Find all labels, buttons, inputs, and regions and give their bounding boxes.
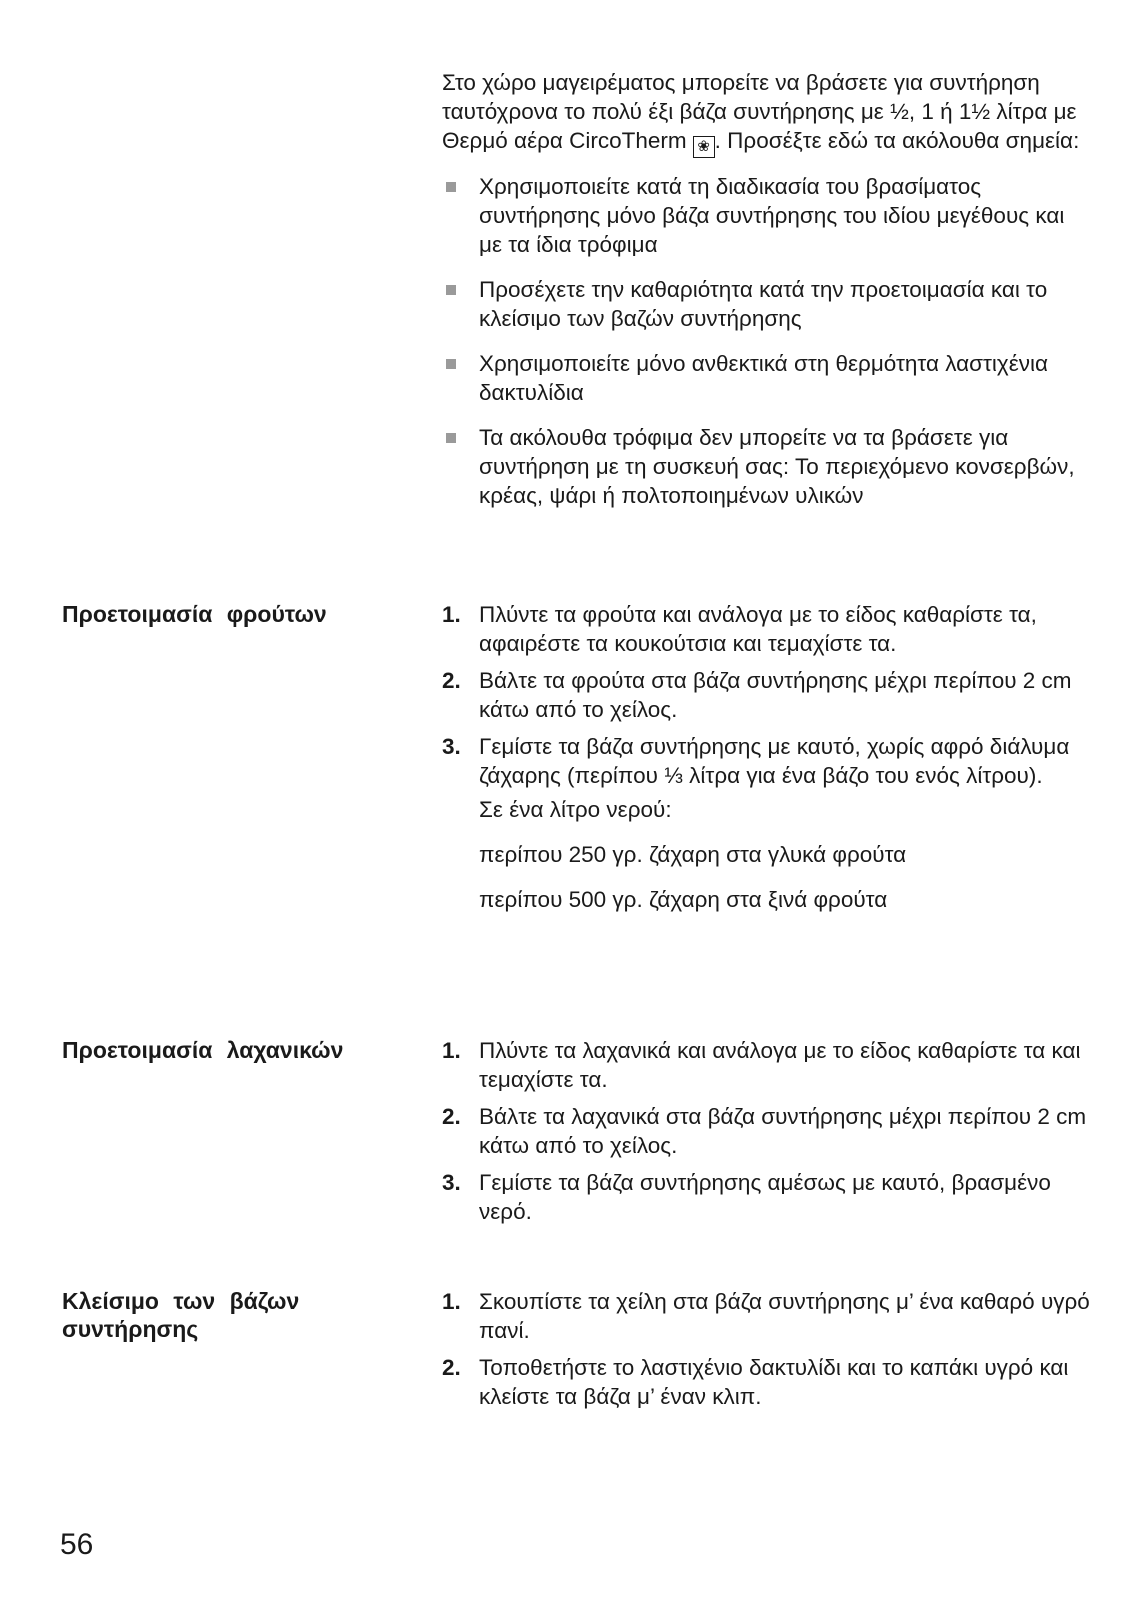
intro-paragraph [442, 68, 1082, 158]
bullet-text: Τα ακόλουθα τρόφιμα δεν μπορείτε να τα βράσετε για συντήρηση με τη συσκευή σας: Το περιεχόμενο κονσερβών, κρέας, ψάρι ή πολτοποιημένων υλικών [479, 425, 1075, 508]
list-item [442, 1287, 1092, 1345]
step-text: Γεμίστε τα βάζα συντήρησης αμέσως με καυτό, βρασμένο νερό. [479, 1170, 1051, 1224]
list-item [442, 1036, 1092, 1094]
list-item [442, 349, 1082, 407]
step-number: 3. [442, 1170, 461, 1195]
fruits-steps [442, 600, 1092, 922]
step-text: Σκουπίστε τα χείλη στα βάζα συντήρησης μ’ ένα καθαρό υγρό πανί. [479, 1289, 1090, 1343]
fan-icon: ❀ [693, 136, 715, 158]
step-text: Πλύντε τα φρούτα και ανάλογα με το είδος καθαρίστε τα, αφαιρέστε τα κουκούτσια και τεμαχίστε τα. [479, 602, 1037, 656]
vegetables-heading: Προετοιμασία λαχανικών [62, 1037, 344, 1063]
intro-bullet-list [442, 172, 1082, 510]
list-item [442, 1353, 1092, 1411]
step-text: Γεμίστε τα βάζα συντήρησης με καυτό, χωρίς αφρό διάλυμα ζάχαρης (περίπου ⅓ λίτρα για ένα βάζο του ενός λίτρου). [479, 734, 1070, 788]
list-item [442, 172, 1082, 259]
list-item [442, 423, 1082, 510]
step-text: Τοποθετήστε το λαστιχένιο δακτυλίδι και το καπάκι υγρό και κλείστε τα βάζα μ’ έναν κλιπ. [479, 1355, 1069, 1409]
fruits-heading: Προετοιμασία φρούτων [62, 601, 327, 627]
bullet-text: Προσέχετε την καθαριότητα κατά την προετοιμασία και το κλείσιμο των βαζών συντήρησης [479, 277, 1048, 331]
closing-heading: Κλείσιμο των βάζων συντήρησης [62, 1288, 300, 1342]
step-number: 2. [442, 668, 461, 693]
bullet-text: Χρησιμοποιείτε κατά τη διαδικασία του βρασίματος συντήρησης μόνο βάζα συντήρησης του ιδίου μεγέθους και με τα ίδια τρόφιμα [479, 174, 1065, 257]
list-item [442, 600, 1092, 658]
list-item [442, 275, 1082, 333]
page-number: 56 [60, 1528, 94, 1561]
bullet-text: Χρησιμοποιείτε μόνο ανθεκτικά στη θερμότητα λαστιχένια δακτυλίδια [479, 351, 1049, 405]
step-number: 1. [442, 1289, 461, 1314]
intro-text-b: . Προσέξτε εδώ τα ακόλουθα σημεία: [714, 128, 1080, 153]
list-item [442, 732, 1092, 914]
bullet-square-icon [446, 182, 456, 192]
intro-text-a: Στο χώρο μαγειρέματος μπορείτε να βράσετε για συντήρηση ταυτόχρονα το πολύ έξι βάζα συντήρησης με ½, 1 ή 1½ λίτρα με Θερμό αέρα CircoTherm [442, 70, 1077, 153]
bullet-square-icon [446, 433, 456, 443]
list-item [442, 1102, 1092, 1160]
step-number: 2. [442, 1355, 461, 1380]
water-note: Σε ένα λίτρο νερού: [479, 797, 672, 822]
list-item [442, 1168, 1092, 1226]
closing-steps [442, 1287, 1092, 1419]
step-number: 1. [442, 1038, 461, 1063]
step-text: Βάλτε τα λαχανικά στα βάζα συντήρησης μέχρι περίπου 2 cm κάτω από το χείλος. [479, 1104, 1087, 1158]
bullet-square-icon [446, 285, 456, 295]
step-number: 3. [442, 734, 461, 759]
intro-section [442, 68, 1082, 526]
sugar-sour-note: περίπου 500 γρ. ζάχαρη στα ξινά φρούτα [479, 887, 888, 912]
step-text: Βάλτε τα φρούτα στα βάζα συντήρησης μέχρι περίπου 2 cm κάτω από το χείλος. [479, 668, 1072, 722]
step-number: 1. [442, 602, 461, 627]
bullet-square-icon [446, 359, 456, 369]
step-number: 2. [442, 1104, 461, 1129]
list-item [442, 666, 1092, 724]
vegetables-steps [442, 1036, 1092, 1234]
sugar-sweet-note: περίπου 250 γρ. ζάχαρη στα γλυκά φρούτα [479, 842, 907, 867]
step-text: Πλύντε τα λαχανικά και ανάλογα με το είδος καθαρίστε τα και τεμαχίστε τα. [479, 1038, 1081, 1092]
